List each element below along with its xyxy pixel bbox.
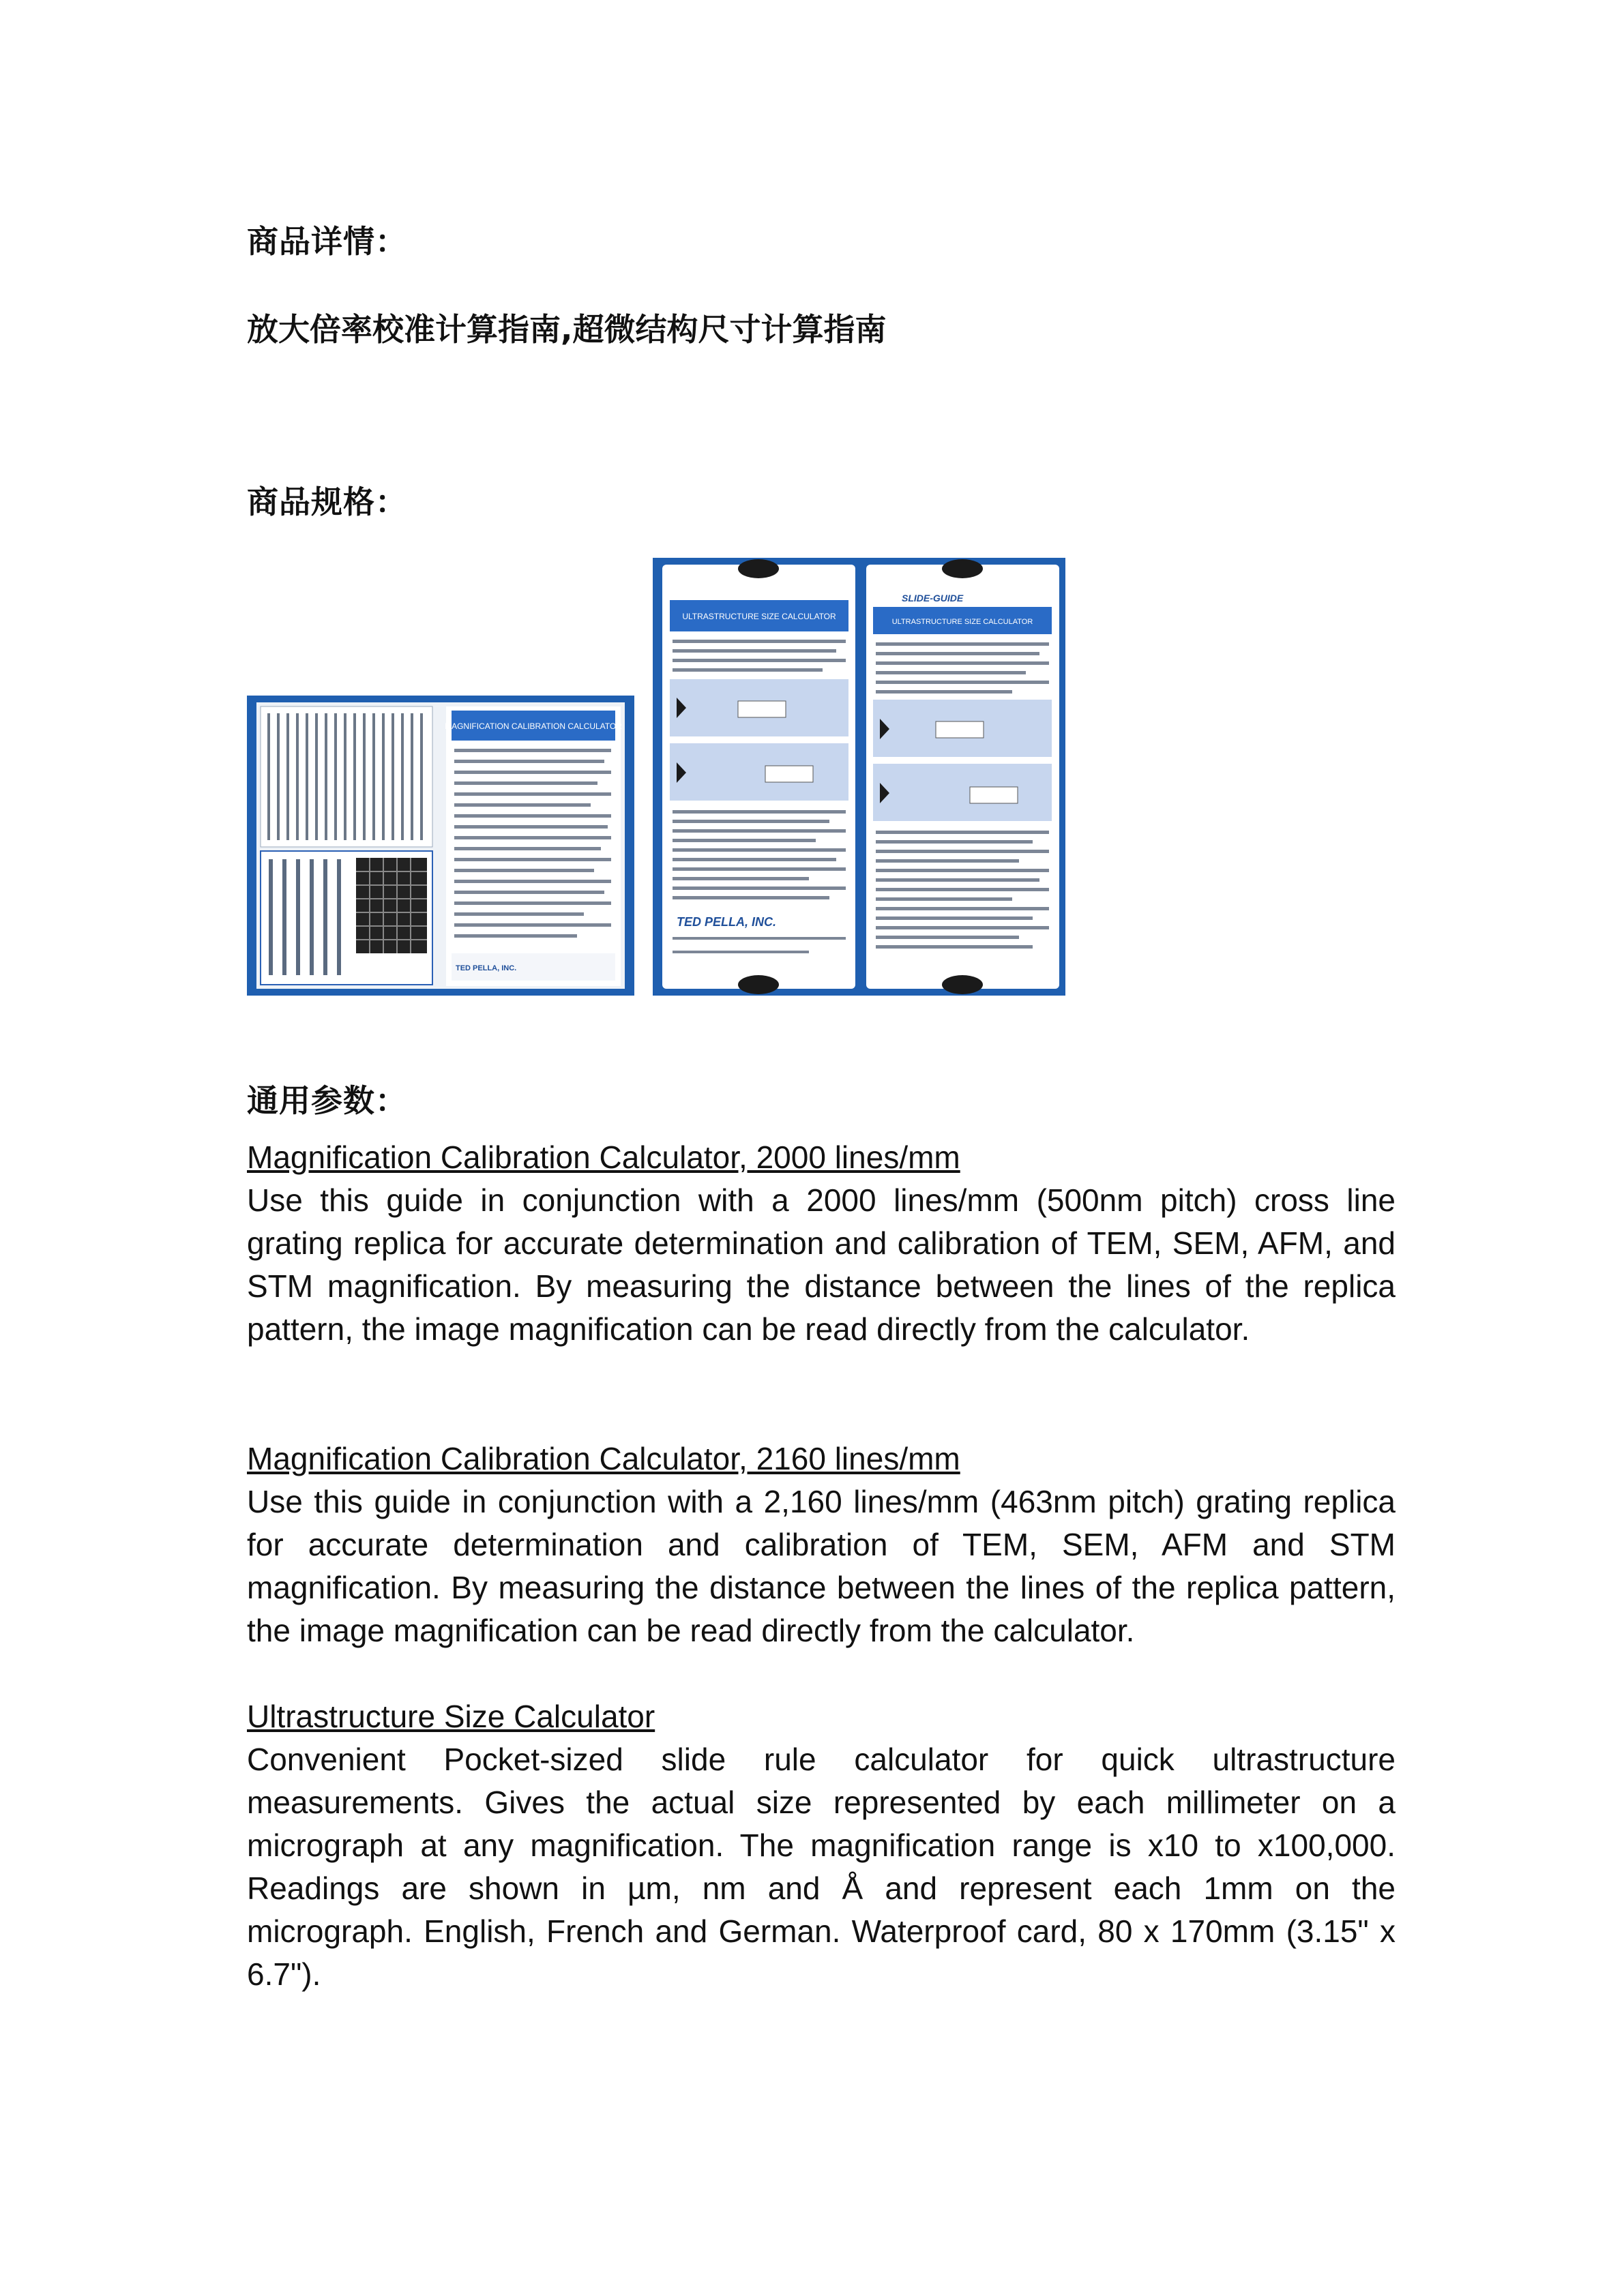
magnification-calculator-card xyxy=(247,696,634,996)
item-title: Ultrastructure Size Calculator xyxy=(247,1699,655,1734)
item-title: Magnification Calibration Calculator, 2000 lines/mm xyxy=(247,1139,960,1175)
card1-title: MAGNIFICATION CALIBRATION CALCULATOR xyxy=(445,721,622,731)
specs-heading: 商品规格： xyxy=(247,483,407,520)
card3-title: SLIDE-GUIDE xyxy=(902,593,964,603)
item-block xyxy=(247,1437,1396,1652)
ultrastructure-calculator-card xyxy=(653,558,1065,996)
card1-brand: TED PELLA, INC. xyxy=(456,964,517,972)
item-block xyxy=(247,1695,1396,1996)
card2-brand: TED PELLA, INC. xyxy=(677,915,777,929)
item-description: Use this guide in conjunction with a 2,160 lines/mm (463nm pitch) grating replica for accurate determination and calibration of TEM, SEM, AFM and STM magnification. By measuring the distance between the lines of the replica pattern, the image magnification can be read directly from the calculator. xyxy=(247,1484,1396,1648)
product-image xyxy=(247,558,1065,996)
card2-title: ULTRASTRUCTURE SIZE CALCULATOR xyxy=(682,612,836,621)
item-block xyxy=(247,1136,1396,1351)
item-description: Convenient Pocket-sized slide rule calculator for quick ultrastructure measurements. Gives the actual size represented by each millimeter on a micrograph at any magnification. The magnification range is x10 to x100,000. Readings are shown in µm, nm and Å and represent each 1mm on the micrograph. English, French and German. Waterproof card, 80 x 170mm (3.15" x 6.7"). xyxy=(247,1742,1396,1992)
product-title: 放大倍率校准计算指南,超微结构尺寸计算指南 xyxy=(247,311,887,348)
details-heading: 商品详情： xyxy=(247,223,407,260)
params-heading: 通用参数： xyxy=(247,1082,407,1119)
item-description: Use this guide in conjunction with a 2000 lines/mm (500nm pitch) cross line grating replica for accurate determination and calibration of TEM, SEM, AFM, and STM magnification. By measuring the distance between the lines of the replica pattern, the image magnification can be read directly from the calculator. xyxy=(247,1182,1396,1347)
item-title: Magnification Calibration Calculator, 2160 lines/mm xyxy=(247,1441,960,1476)
card3-subtitle: ULTRASTRUCTURE SIZE CALCULATOR xyxy=(891,618,1033,626)
